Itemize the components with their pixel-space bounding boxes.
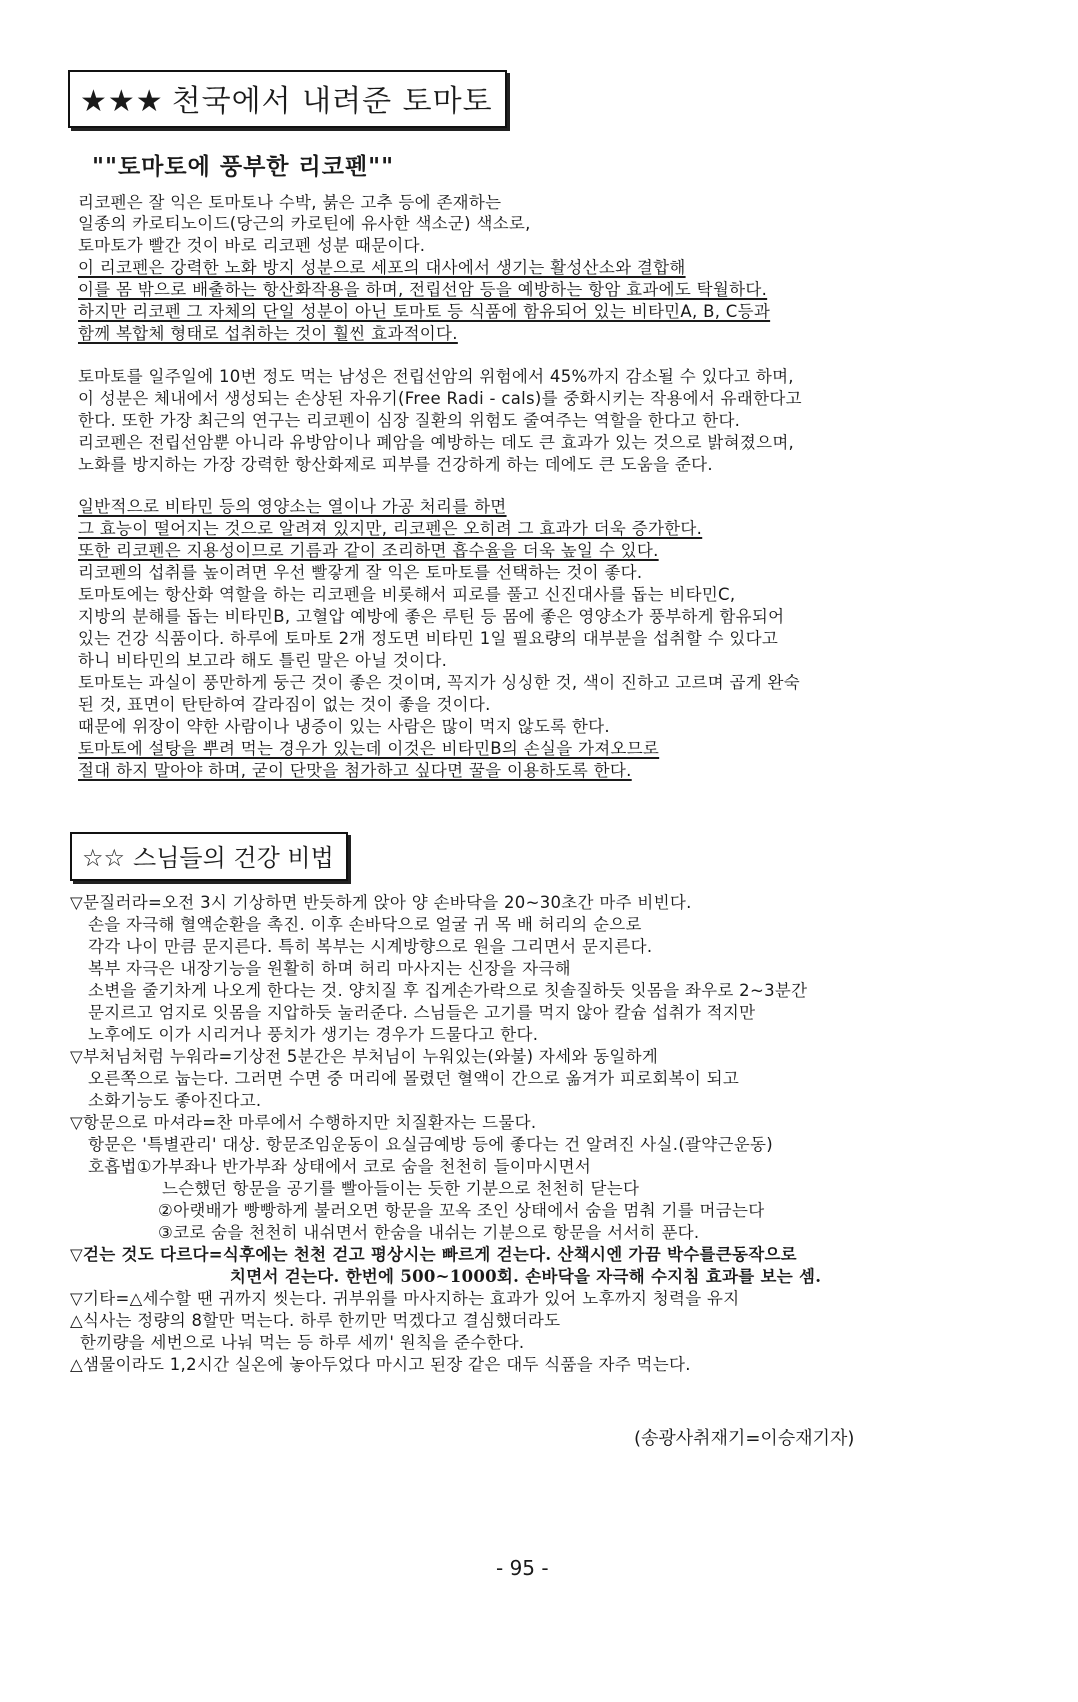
text-line: 소화기능도 좋아진다고. xyxy=(88,1091,262,1110)
text-line: 된 것, 표면이 탄탄하여 갈라짐이 없는 것이 좋을 것이다. xyxy=(78,695,491,714)
text-line: 리코펜은 잘 익은 토마토나 수박, 붉은 고추 등에 존재하는 xyxy=(78,193,502,212)
text-line: 한끼량을 세번으로 나눠 먹는 등 하루 세끼' 원칙을 준수한다. xyxy=(80,1333,525,1352)
section-title-monks xyxy=(70,832,348,881)
text-line-underlined: 일반적으로 비타민 등의 영양소는 열이나 가공 처리를 하면 xyxy=(78,497,507,516)
text-line: 느슨했던 항문을 공기를 빨아들이는 듯한 기분으로 천천히 닫는다 xyxy=(162,1179,640,1198)
text-line-underlined: 절대 하지 말아야 하며, 굳이 단맛을 첨가하고 싶다면 꿀을 이용하도록 한다. xyxy=(78,761,632,780)
text-line-underlined: 이를 몸 밖으로 배출하는 항산화작용을 하며, 전립선암 등을 예방하는 항암 효과에도 탁월하다. xyxy=(78,280,768,299)
text-line: 리코펜은 전립선암뿐 아니라 유방암이나 폐암을 예방하는 데도 큰 효과가 있는 것으로 밝혀졌으며, xyxy=(78,433,795,452)
text-line-underlined: 이 리코펜은 강력한 노화 방지 성분으로 세포의 대사에서 생기는 활성산소와 결합해 xyxy=(78,258,686,277)
text-line: 치면서 걷는다. 한번에 500~1000회. 손바닥을 자극해 수지침 효과를 보는 셈. xyxy=(230,1267,822,1286)
text-line-underlined: 토마토에 설탕을 뿌려 먹는 경우가 있는데 이것은 비타민B의 손실을 가져오므로 xyxy=(78,739,660,758)
byline: (송광사취재기=이승재기자) xyxy=(634,1428,855,1449)
text-line: 일종의 카로티노이드(당근의 카로틴에 유사한 색소군) 색소로, xyxy=(78,214,531,233)
star-icon: ★★★ xyxy=(80,84,164,119)
text-line: 토마토가 빨간 것이 바로 리코펜 성분 때문이다. xyxy=(78,236,426,255)
text-line: 리코펜의 섭취를 높이려면 우선 빨갛게 잘 익은 토마토를 선택하는 것이 좋다. xyxy=(78,563,643,582)
text-line: 이 성분은 체내에서 생성되는 손상된 자유기(Free Radi - cals)를 중화시키는 작용에서 유래한다고 xyxy=(78,389,802,408)
text-line: 호흡법①가부좌나 반가부좌 상태에서 코로 숨을 천천히 들이마시면서 xyxy=(88,1157,592,1176)
text-line: ▽걷는 것도 다르다=식후에는 천천 걷고 평상시는 빠르게 걷는다. 산책시엔 가끔 박수를큰동작으로 xyxy=(70,1245,797,1264)
text-line: 있는 건강 식품이다. 하루에 토마토 2개 정도면 비타민 1일 필요량의 대부분을 섭취할 수 있다고 xyxy=(78,629,779,648)
section-title-text: 천국에서 내려준 토마토 xyxy=(171,84,493,119)
section-title-tomato xyxy=(68,70,507,128)
text-line: 때문에 위장이 약한 사람이나 냉증이 있는 사람은 많이 먹지 않도록 한다. xyxy=(78,717,610,736)
subtitle-lycopene: ""토마토에 풍부한 리코펜"" xyxy=(92,153,395,180)
text-line: 지방의 분해를 돕는 비타민B, 고혈압 예방에 좋은 루틴 등 몸에 좋은 영양소가 풍부하게 함유되어 xyxy=(78,607,785,626)
text-line: ▽부처님처럼 누워라=기상전 5분간은 부처님이 누워있는(와불) 자세와 동일하게 xyxy=(70,1047,659,1066)
text-line: 각각 나이 만큼 문지른다. 특히 복부는 시계방향으로 원을 그리면서 문지른다. xyxy=(88,937,653,956)
text-line: 손을 자극해 혈액순환을 촉진. 이후 손바닥으로 얼굴 귀 목 배 허리의 순으로 xyxy=(88,915,642,934)
text-line: 소변을 줄기차게 나오게 한다는 것. 양치질 후 집게손가락으로 칫솔질하듯 잇몸을 좌우로 2~3분간 xyxy=(88,981,808,1000)
text-line: 복부 자극은 내장기능을 원활히 하며 허리 마사지는 신장을 자극해 xyxy=(88,959,571,978)
text-line-underlined: 함께 복합체 형태로 섭취하는 것이 훨씬 효과적이다. xyxy=(78,324,458,343)
text-line: 토마토에는 항산화 역할을 하는 리코펜을 비롯해서 피로를 풀고 신진대사를 돕는 비타민C, xyxy=(78,585,736,604)
text-line: 오른쪽으로 눕는다. 그러면 수면 중 머리에 몰렸던 혈액이 간으로 옮겨가 피로회복이 되고 xyxy=(88,1069,740,1088)
text-line: 토마토를 일주일에 10번 정도 먹는 남성은 전립선암의 위험에서 45%까지 감소될 수 있다고 하며, xyxy=(78,367,794,386)
page-number: - 95 - xyxy=(496,1556,549,1580)
text-line: ▽기타=△세수할 땐 귀까지 씻는다. 귀부위를 마사지하는 효과가 있어 노후까지 청력을 유지 xyxy=(70,1289,740,1308)
text-line: ▽항문으로 마셔라=찬 마루에서 수행하지만 치질환자는 드물다. xyxy=(70,1113,537,1132)
text-line: △식사는 정량의 8할만 먹는다. 하루 한끼만 먹겠다고 결심했더라도 xyxy=(70,1311,561,1330)
text-line: 항문은 '특별관리' 대상. 항문조임운동이 요실금예방 등에 좋다는 건 알려진 사실.(괄약근운동) xyxy=(88,1135,773,1154)
text-line: 한다. 또한 가장 최근의 연구는 리코펜이 심장 질환의 위험도 줄여주는 역할을 한다고 한다. xyxy=(78,411,741,430)
text-line: 노화를 방지하는 가장 강력한 항산화제로 피부를 건강하게 하는 데에도 큰 도움을 준다. xyxy=(78,455,713,474)
text-line: 문지르고 엄지로 잇몸을 지압하듯 눌러준다. 스님들은 고기를 먹지 않아 칼슘 섭취가 적지만 xyxy=(88,1003,756,1022)
star-outline-icon: ☆☆ xyxy=(82,844,126,872)
text-line: 노후에도 이가 시리거나 풍치가 생기는 경우가 드물다고 한다. xyxy=(88,1025,539,1044)
text-line-underlined: 하지만 리코펜 그 자체의 단일 성분이 아닌 토마토 등 식품에 함유되어 있는 비타민A, B, C등과 xyxy=(78,302,771,321)
text-line: ③코로 숨을 천천히 내쉬면서 한숨을 내쉬는 기분으로 항문을 서서히 푼다. xyxy=(158,1223,700,1242)
text-line: 하니 비타민의 보고라 해도 틀린 말은 아닐 것이다. xyxy=(78,651,448,670)
text-line: ②아랫배가 빵빵하게 불러오면 항문을 꼬옥 조인 상태에서 숨을 멈춰 기를 머금는다 xyxy=(158,1201,765,1220)
text-line-underlined: 또한 리코펜은 지용성이므로 기름과 같이 조리하면 흡수율을 더욱 높일 수 있다. xyxy=(78,541,659,560)
text-line-underlined: 그 효능이 떨어지는 것으로 알려져 있지만, 리코펜은 오히려 그 효과가 더욱 증가한다. xyxy=(78,519,703,538)
text-line: △샘물이라도 1,2시간 실온에 놓아두었다 마시고 된장 같은 대두 식품을 자주 먹는다. xyxy=(70,1355,691,1374)
text-line: 토마토는 과실이 풍만하게 둥근 것이 좋은 것이며, 꼭지가 싱싱한 것, 색이 진하고 고르며 곱게 완숙 xyxy=(78,673,801,692)
section-title-text: 스님들의 건강 비법 xyxy=(133,844,334,872)
text-line: ▽문질러라=오전 3시 기상하면 반듯하게 앉아 양 손바닥을 20~30초간 마주 비빈다. xyxy=(70,893,692,912)
